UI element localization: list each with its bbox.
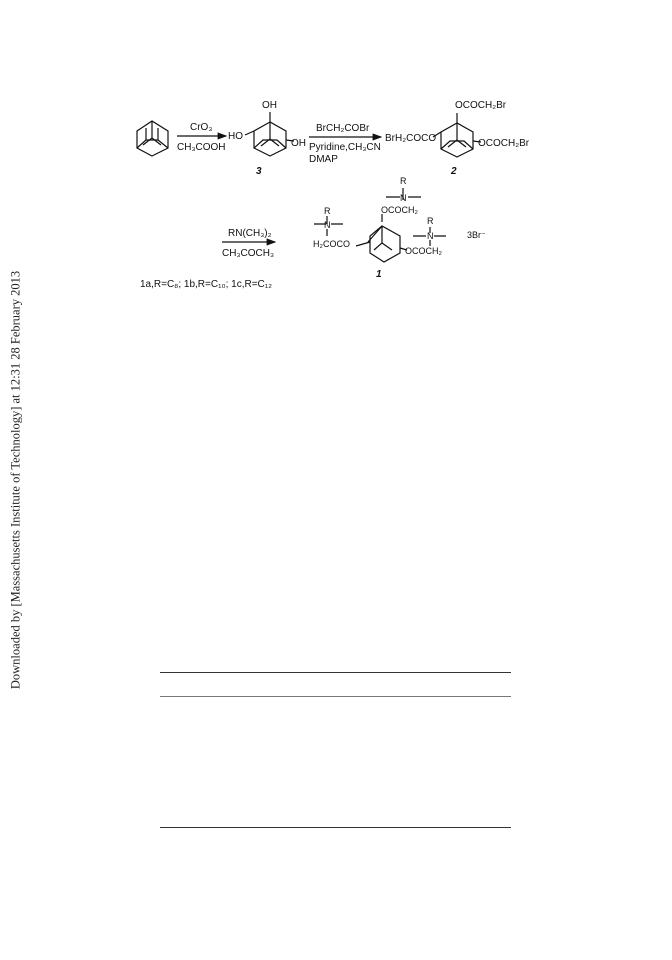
compound-3-structure <box>245 112 294 156</box>
compound-1-right-group: OCOCH₂ <box>405 246 442 256</box>
step2-reagent-mid: Pyridine,CH₃CN <box>309 142 381 153</box>
compound-1-r-top: R <box>400 176 407 186</box>
compound-1-counterion: 3Br⁻ <box>467 230 486 240</box>
compound-1-left-group: H₂COCO <box>313 239 350 249</box>
step3-reagent-bottom: CH₃COCH₃ <box>222 248 275 259</box>
step2-reagent-top: BrCH₂COBr <box>316 123 370 134</box>
compound-3-number: 3 <box>256 166 262 177</box>
step2-reagent-bottom: DMAP <box>309 154 338 165</box>
compound-1-r-right: R <box>427 216 434 226</box>
compound-2-structure <box>433 113 481 157</box>
compound-1-n-right: N <box>427 231 434 241</box>
compound-1-number: 1 <box>376 269 382 280</box>
table-bottom-rule <box>160 827 511 828</box>
compound-3-ho-left: HO <box>228 131 243 142</box>
compound-3-oh-right: OH <box>291 138 306 149</box>
compound-1-r-left: R <box>324 206 331 216</box>
step3-reagent-top: RN(CH₃)₂ <box>228 228 272 239</box>
table-header-rule <box>160 696 511 697</box>
compound-variants: 1a,R=C₈; 1b,R=C₁₀; 1c,R=C₁₂ <box>140 279 273 290</box>
compound-2-top: OCOCH₂Br <box>455 100 507 111</box>
table-top-rule <box>160 672 511 673</box>
compound-1-ocoh-top: OCOCH₂ <box>381 205 418 215</box>
adamantane-structure <box>137 121 168 156</box>
compound-2-number: 2 <box>451 166 457 177</box>
download-notice: Downloaded by [Massachusetts Institute of Technology] at 12:31 28 February 2013 <box>8 270 23 690</box>
step1-reagent-bottom: CH₃COOH <box>177 142 226 153</box>
compound-3-oh-top: OH <box>262 100 277 111</box>
synthesis-scheme <box>0 0 672 320</box>
compound-2-left: BrH₂COCO <box>385 133 437 144</box>
step1-reagent-top: CrO₃ <box>190 122 213 133</box>
compound-2-right: OCOCH₂Br <box>478 138 530 149</box>
compound-1-n-top: N <box>400 193 407 203</box>
compound-1-n-left: N <box>324 220 331 230</box>
